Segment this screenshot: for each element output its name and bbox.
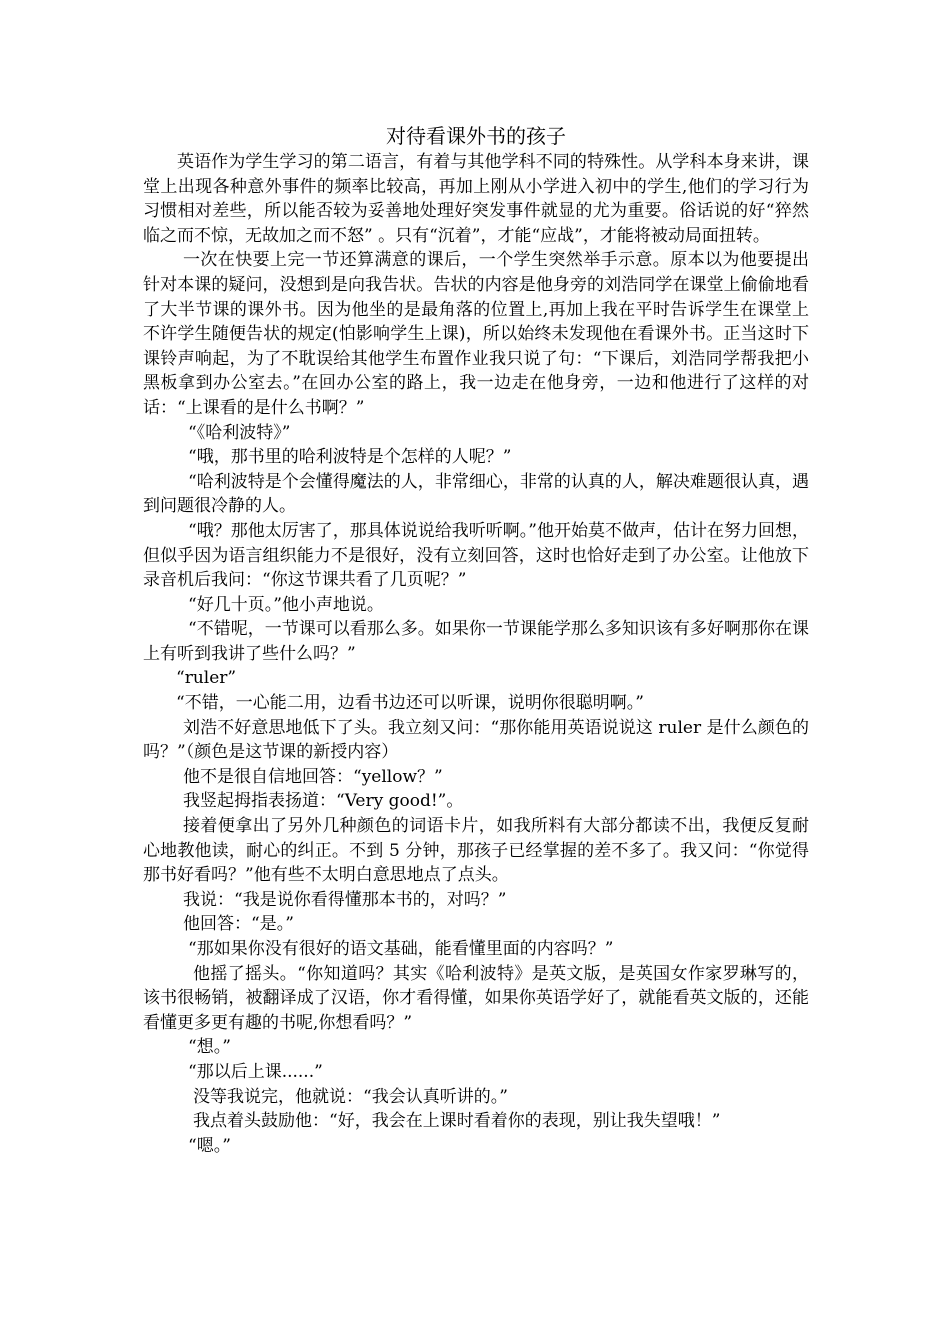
paragraph: “哦，那书里的哈利波特是个怎样的人呢？” xyxy=(188,447,512,468)
paragraph: “那如果你没有很好的语文基础，能看懂里面的内容吗？” xyxy=(188,939,614,959)
paragraph: “好几十页。”他小声地说。 xyxy=(188,594,384,615)
paragraph: “不错，一心能二用，边看书边还可以听课，说明你很聪明啊。” xyxy=(176,693,644,714)
document-page xyxy=(143,122,809,1158)
paragraph: “嗯。” xyxy=(188,1135,231,1156)
paragraph: “哦？那他太厉害了，那具体说说给我听听啊。”他开始莫不做声，估计在努力回想，但似乎因为语言组织能力不是很好，没有立刻回答，这时也恰好走到了办公室。让他放下录音机后我问：“你这节课共看了几页呢？” xyxy=(143,520,809,591)
paragraph: “想。” xyxy=(188,1037,231,1058)
paragraph: 没等我说完，他就说：“我会认真听讲的。” xyxy=(193,1086,508,1107)
paragraph: 刘浩不好意思地低下了头。我立刻又问：“那你能用英语说说这 ruler 是什么颜色的吗？”（颜色是这节课的新授内容） xyxy=(143,717,809,763)
paragraph: “不错呢，一节课可以看那么多。如果你一节课能学那么多知识该有多好啊那你在课上有听到我讲了些什么吗？” xyxy=(143,619,809,664)
paragraph: “那以后上课......” xyxy=(188,1061,323,1082)
paragraph: “ruler” xyxy=(176,668,237,689)
paragraph: 我点着头鼓励他：“好，我会在上课时看着你的表现，别让我失望哦！” xyxy=(193,1111,721,1132)
paragraph: 他回答：“是。” xyxy=(183,914,294,935)
paragraph: 我说：“我是说你看得懂那本书的，对吗？” xyxy=(183,889,507,910)
paragraph: “哈利波特是个会懂得魔法的人，非常细心，非常的认真的人，解决难题很认真，遇到问题很冷静的人。 xyxy=(143,471,809,517)
paragraph: 一次在快要上完一节还算满意的课后，一个学生突然举手示意。原本以为他要提出针对本课的疑问，没想到是向我告状。告状的内容是他身旁的刘浩同学在课堂上偷偷地看了大半节课的课外书。因为他坐的是最角落的位置上,再加上我在平时告诉学生在课堂上不许学生随便告状的规定(怕影响学生上课)，所以始终未发现他在看课外书。正当这时下课铃声响起，为了不耽误给其他学生布置作业我只说了句：“下课后，刘浩同学帮我把小黑板拿到办公室去。”在回办公室的路上，我一边走在他身旁，一边和他进行了这样的对话：“上课看的是什么书啊？” xyxy=(143,250,809,418)
paragraph: 他摇了摇头。“你知道吗？其实《哈利波特》是英文版，是英国女作家罗琳写的，该书很畅销，被翻译成了汉语，你才看得懂，如果你英语学好了，就能看英文版的，还能看懂更多更有趣的书呢,你想看吗？” xyxy=(143,963,809,1033)
paragraph: 接着便拿出了另外几种颜色的词语卡片，如我所料有大部分都读不出，我便反复耐心地教他读，耐心的纠正。不到 5 分钟，那孩子已经掌握的差不多了。我又问：“你觉得那书好看吗？”他有些不太明白意思地点了点头。 xyxy=(143,816,809,886)
paragraph: 他不是很自信地回答：“yellow？” xyxy=(183,766,443,787)
paragraph: 英语作为学生学习的第二语言，有着与其他学科不同的特殊性。从学科本身来讲，课堂上出现各种意外事件的频率比较高，再加上刚从小学进入初中的学生,他们的学习行为习惯相对差些，所以能否较为妥善地处理好突发事件就显的尤为重要。俗话说的好“猝然临之而不惊，无故加之而不怒” 。只有“沉着”，才能“应战”，才能将被动局面扭转。 xyxy=(143,152,809,246)
paragraph: “《哈利波特》” xyxy=(188,422,291,443)
paragraph: 我竖起拇指表扬道：“Very good!”。 xyxy=(183,791,464,812)
document-title: 对待看课外书的孩子 xyxy=(386,124,566,148)
